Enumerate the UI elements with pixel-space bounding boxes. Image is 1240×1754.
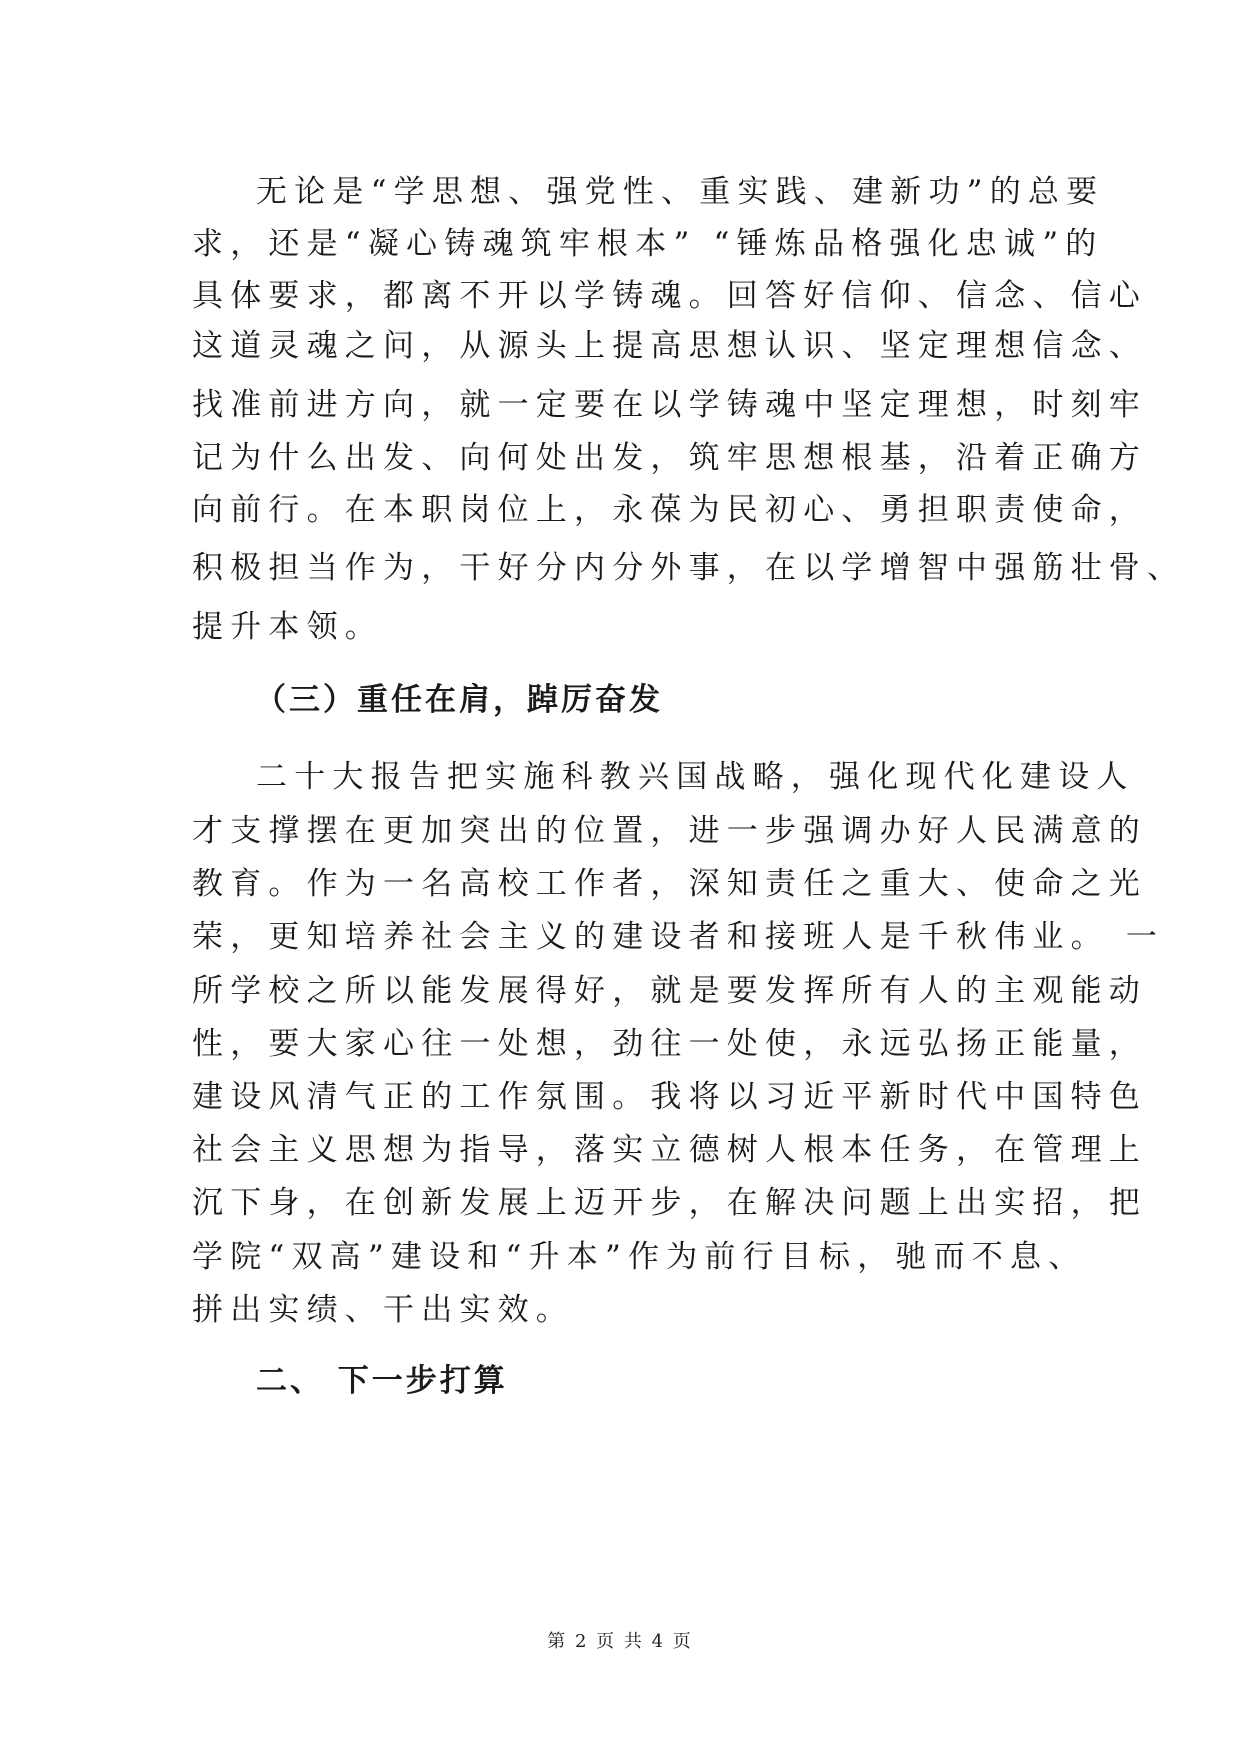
- paragraph-line: 向前行。在本职岗位上，永葆为民初心、勇担职责使命，: [192, 492, 1147, 528]
- paragraph-line: 求，还是“凝心铸魂筑牢根本” “锤炼品格强化忠诚”的: [192, 226, 1104, 262]
- page-footer: 第 2 页 共 4 页: [547, 1631, 693, 1652]
- paragraph-line: 拼出实绩、干出实效。: [192, 1292, 574, 1328]
- paragraph-line: 记为什么出发、向何处出发，筑牢思想根基，沿着正确方: [192, 440, 1147, 476]
- paragraph-line: 建设风清气正的工作氛围。我将以习近平新时代中国特色: [192, 1079, 1147, 1115]
- paragraph-line: 沉下身，在创新发展上迈开步，在解决问题上出实招，把: [192, 1185, 1147, 1221]
- section-heading: （三）重任在肩，踔厉奋发: [255, 682, 663, 718]
- paragraph-line: 无论是“学思想、强党性、重实践、建新功”的总要: [256, 174, 1105, 210]
- paragraph-line: 社会主义思想为指导，落实立德树人根本任务，在管理上: [192, 1132, 1147, 1168]
- paragraph-line: 教育。作为一名高校工作者，深知责任之重大、使命之光: [192, 866, 1147, 902]
- paragraph-line: 积极担当作为，干好分内分外事，在以学增智中强筋壮骨、: [192, 550, 1186, 586]
- section-heading: 二、 下一步打算: [256, 1363, 508, 1399]
- paragraph-line: 这道灵魂之问，从源头上提高思想认识、坚定理想信念、: [192, 328, 1147, 364]
- paragraph-line: 提升本领。: [192, 609, 383, 645]
- paragraph-line: 所学校之所以能发展得好，就是要发挥所有人的主观能动: [192, 973, 1147, 1009]
- paragraph-line: 荣，更知培养社会主义的建设者和接班人是千秋伟业。 一: [192, 919, 1165, 955]
- paragraph-line: 性，要大家心往一处想，劲往一处使，永远弘扬正能量，: [192, 1026, 1147, 1062]
- paragraph-line: 学院“双高”建设和“升本”作为前行目标，驰而不息、: [192, 1239, 1087, 1275]
- paragraph-line: 二十大报告把实施科教兴国战略，强化现代化建设人: [256, 759, 1135, 795]
- paragraph-line: 才支撑摆在更加突出的位置，进一步强调办好人民满意的: [192, 813, 1147, 849]
- paragraph-line: 具体要求，都离不开以学铸魂。回答好信仰、信念、信心: [192, 278, 1147, 314]
- paragraph-line: 找准前进方向，就一定要在以学铸魂中坚定理想，时刻牢: [192, 387, 1147, 423]
